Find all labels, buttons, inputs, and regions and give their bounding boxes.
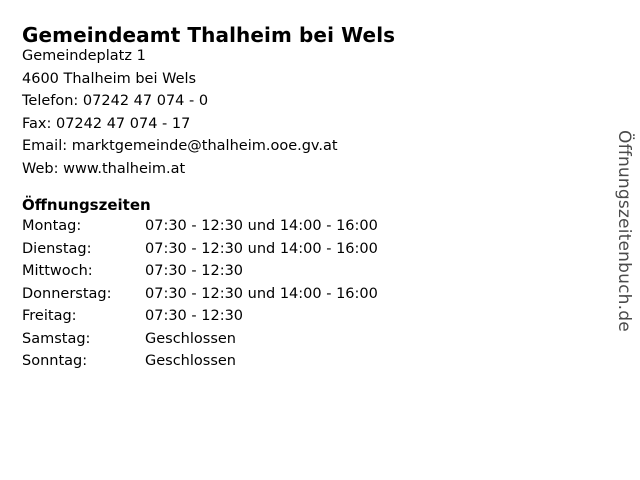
table-row xyxy=(22,215,465,238)
day-label: Dienstag: xyxy=(22,240,92,257)
table-row xyxy=(22,350,465,373)
day-hours: 07:30 - 12:30 xyxy=(145,263,244,279)
day-hours: 07:30 - 12:30 und 14:00 - 16:00 xyxy=(145,218,378,234)
opening-hours-table xyxy=(22,215,465,373)
address-street: Gemeindeplatz 1 xyxy=(22,48,146,64)
fax-line: Fax: 07242 47 074 - 17 xyxy=(22,115,191,132)
table-row xyxy=(22,328,465,351)
day-label: Freitag: xyxy=(22,308,77,324)
website-line: Web: www.thalheim.at xyxy=(22,160,186,177)
day-label: Donnerstag: xyxy=(22,285,112,302)
day-label: Montag: xyxy=(22,218,82,234)
day-label: Samstag: xyxy=(22,330,91,347)
opening-hours-heading: Öffnungszeiten xyxy=(22,196,151,215)
table-row xyxy=(22,260,465,283)
day-hours: Geschlossen xyxy=(145,353,236,369)
watermark-label: Öffnungszeitenbuch.de xyxy=(614,130,634,332)
table-row xyxy=(22,238,465,261)
table-row xyxy=(22,305,465,328)
page-title: Gemeindeamt Thalheim bei Wels xyxy=(22,23,396,48)
day-hours: 07:30 - 12:30 und 14:00 - 16:00 xyxy=(145,285,378,302)
address-block xyxy=(22,45,338,181)
phone-line: Telefon: 07242 47 074 - 0 xyxy=(22,93,209,110)
day-label: Sonntag: xyxy=(22,353,88,369)
day-hours: 07:30 - 12:30 und 14:00 - 16:00 xyxy=(145,240,378,257)
day-label: Mittwoch: xyxy=(22,263,93,279)
email-line: Email: marktgemeinde@thalheim.ooe.gv.at xyxy=(22,138,338,155)
table-row xyxy=(22,283,465,306)
day-hours: 07:30 - 12:30 xyxy=(145,308,244,324)
address-city: 4600 Thalheim bei Wels xyxy=(22,70,197,87)
day-hours: Geschlossen xyxy=(145,330,236,347)
